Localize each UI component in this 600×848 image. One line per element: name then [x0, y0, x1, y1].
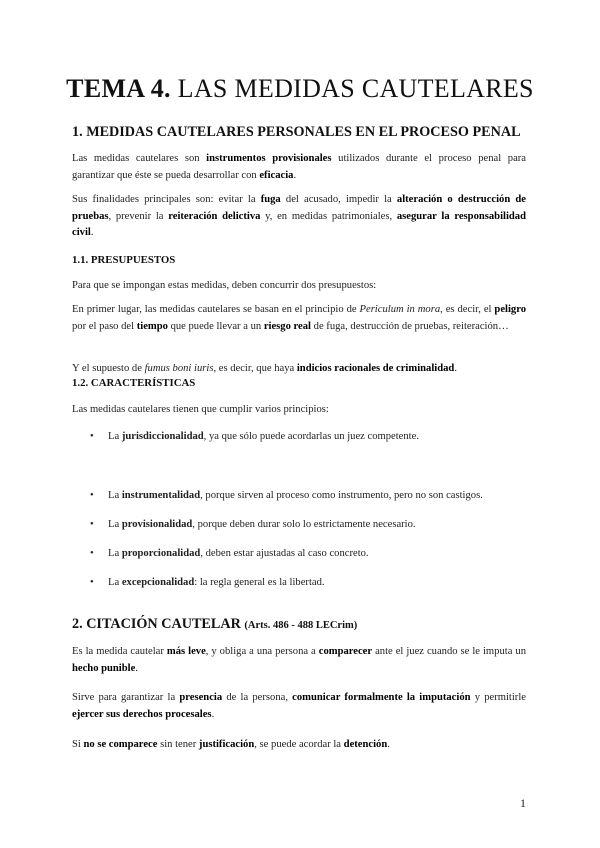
section-1-2-intro: Las medidas cautelares tienen que cumplir varios principios:: [72, 404, 329, 415]
section-2-heading: 2. CITACIÓN CAUTELAR (Arts. 486 - 488 LECrim): [72, 616, 358, 632]
list-item-text: La jurisdiccionalidad, ya que sólo puede acordarlas un juez competente.: [108, 431, 419, 442]
page-title: [0, 74, 600, 104]
title-rest: LAS MEDIDAS CAUTELARES: [177, 74, 534, 103]
section-1-2-heading: 1.2. CARACTERÍSTICAS: [72, 377, 196, 389]
section-1-paragraph-2: Sus finalidades principales son: evitar la fuga del acusado, impedir la alteración o destrucción de pruebas, prevenir la reiteración delictiva y, en medidas patrimoniales, asegurar la responsabilidad civil.: [72, 194, 526, 238]
list-item-text: La proporcionalidad, deben estar ajustadas al caso concreto.: [108, 548, 369, 559]
section-2-heading-ref: (Arts. 486 - 488 LECrim): [244, 620, 358, 631]
section-1-1-paragraph-1: Para que se impongan estas medidas, deben concurrir dos presupuestos:: [72, 280, 377, 291]
bullet-icon: •: [90, 431, 94, 442]
bullet-icon: •: [90, 577, 94, 588]
list-item-text: La excepcionalidad: la regla general es la libertad.: [108, 577, 325, 588]
section-1-paragraph-1: Las medidas cautelares son instrumentos provisionales utilizados durante el proceso penal para garantizar que éste se pueda desarrollar con eficacia.: [72, 153, 526, 181]
list-item-text: La provisionalidad, porque deben durar solo lo estrictamente necesario.: [108, 519, 416, 530]
section-1-1-paragraph-2: En primer lugar, las medidas cautelares se basan en el principio de Periculum in mora, es decir, el peligro por el paso del tiempo que puede llevar a un riesgo real de fuga, destrucción de pruebas, reiteración…: [72, 304, 527, 332]
section-2-paragraph-3: Si no se comparece sin tener justificación, se puede acordar la detención.: [72, 739, 390, 750]
section-2-paragraph-1: Es la medida cautelar más leve, y obliga a una persona a comparecer ante el juez cuando se le imputa un hecho punible.: [72, 646, 526, 674]
section-1-1-paragraph-3: Y el supuesto de fumus boni iuris, es decir, que haya indicios racionales de criminalidad.: [72, 363, 457, 374]
section-1-heading: 1. MEDIDAS CAUTELARES PERSONALES EN EL PROCESO PENAL: [72, 124, 521, 140]
bullet-icon: •: [90, 490, 94, 501]
section-2-paragraph-2: Sirve para garantizar la presencia de la persona, comunicar formalmente la imputación y permitirle ejercer sus derechos procesales.: [72, 692, 526, 720]
title-strong: TEMA 4.: [66, 74, 171, 103]
bullet-icon: •: [90, 519, 94, 530]
section-1-1-heading: 1.1. PRESUPUESTOS: [72, 254, 176, 266]
bullet-icon: •: [90, 548, 94, 559]
list-item-text: La instrumentalidad, porque sirven al proceso como instrumento, pero no son castigos.: [108, 490, 483, 501]
page-number: 1: [520, 796, 526, 810]
